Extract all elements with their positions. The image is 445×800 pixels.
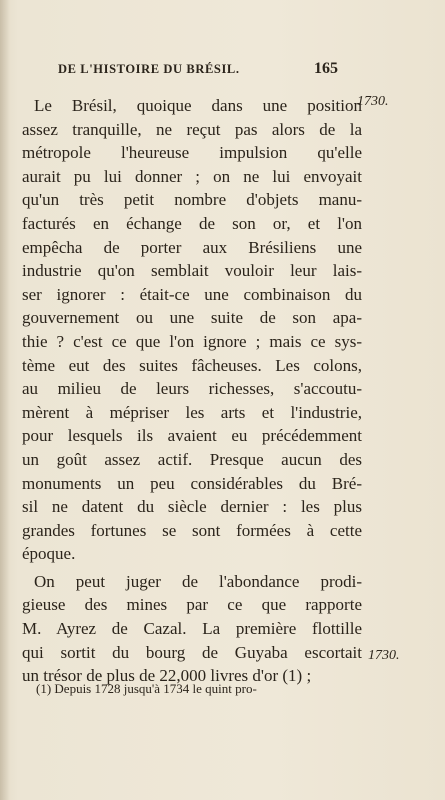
running-head: DE L'HISTOIRE DU BRÉSIL. xyxy=(58,62,240,76)
paragraph-1 xyxy=(22,94,362,566)
footnote: (1) Depuis 1728 jusqu'à 1734 le quint pro- xyxy=(36,681,257,696)
text-line: Le Brésil, quoique dans une position xyxy=(34,96,362,115)
text-line: tème eut des suites fâcheuses. Les colons, xyxy=(22,355,362,375)
text-line: thie ? c'est ce que l'on ignore ; mais ce sys- xyxy=(22,331,362,351)
text-line: pour lesquels ils avaient eu précédemment xyxy=(22,426,362,446)
text-line: M. Ayrez de Cazal. La première flottille xyxy=(22,619,362,639)
text-line: grandes fortunes se sont formées à cette xyxy=(22,520,362,540)
text-line: facturés en échange de son or, et l'on xyxy=(22,213,362,233)
margin-year-top: 1730. xyxy=(357,94,389,109)
text-line: gieuse des mines par ce que rapporte xyxy=(22,595,362,615)
text-line: un goût assez actif. Presque aucun des xyxy=(22,449,362,469)
text-line: On peut juger de l'abondance prodi- xyxy=(34,571,362,591)
page-number: 165 xyxy=(314,60,338,77)
text-line: métropole l'heureuse impulsion qu'elle xyxy=(22,143,362,163)
spine-shadow xyxy=(0,0,10,800)
text-line: qui sortit du bourg de Guyaba escortait xyxy=(22,642,362,662)
text-line: assez tranquille, ne reçut pas alors de la xyxy=(22,119,362,139)
text-line: monuments un peu considérables du Bré- xyxy=(22,473,362,493)
text-line: gouvernement ou une suite de son apa- xyxy=(22,308,362,328)
text-line: au milieu de leurs richesses, s'accoutu- xyxy=(22,379,362,399)
text-line: un trésor de plus de 22,000 livres d'or (1) ; xyxy=(22,666,312,686)
text-line: ser ignorer : était-ce une combinaison du xyxy=(22,284,362,304)
margin-year-bottom: 1730. xyxy=(368,648,400,663)
text-line: mèrent à mépriser les arts et l'industrie, xyxy=(22,402,362,422)
text-line: industrie qu'on semblait vouloir leur lais- xyxy=(22,261,362,281)
text-line: sil ne datent du siècle dernier : les plus xyxy=(22,497,362,517)
text-line: aurait pu lui donner ; on ne lui envoyait xyxy=(22,166,362,186)
text-line: qu'un très petit nombre d'objets manu- xyxy=(22,190,362,210)
text-line: époque. xyxy=(22,544,76,564)
text-line: empêcha de porter aux Brésiliens une xyxy=(22,237,362,257)
body-text xyxy=(22,94,362,688)
paragraph-2 xyxy=(22,570,362,688)
